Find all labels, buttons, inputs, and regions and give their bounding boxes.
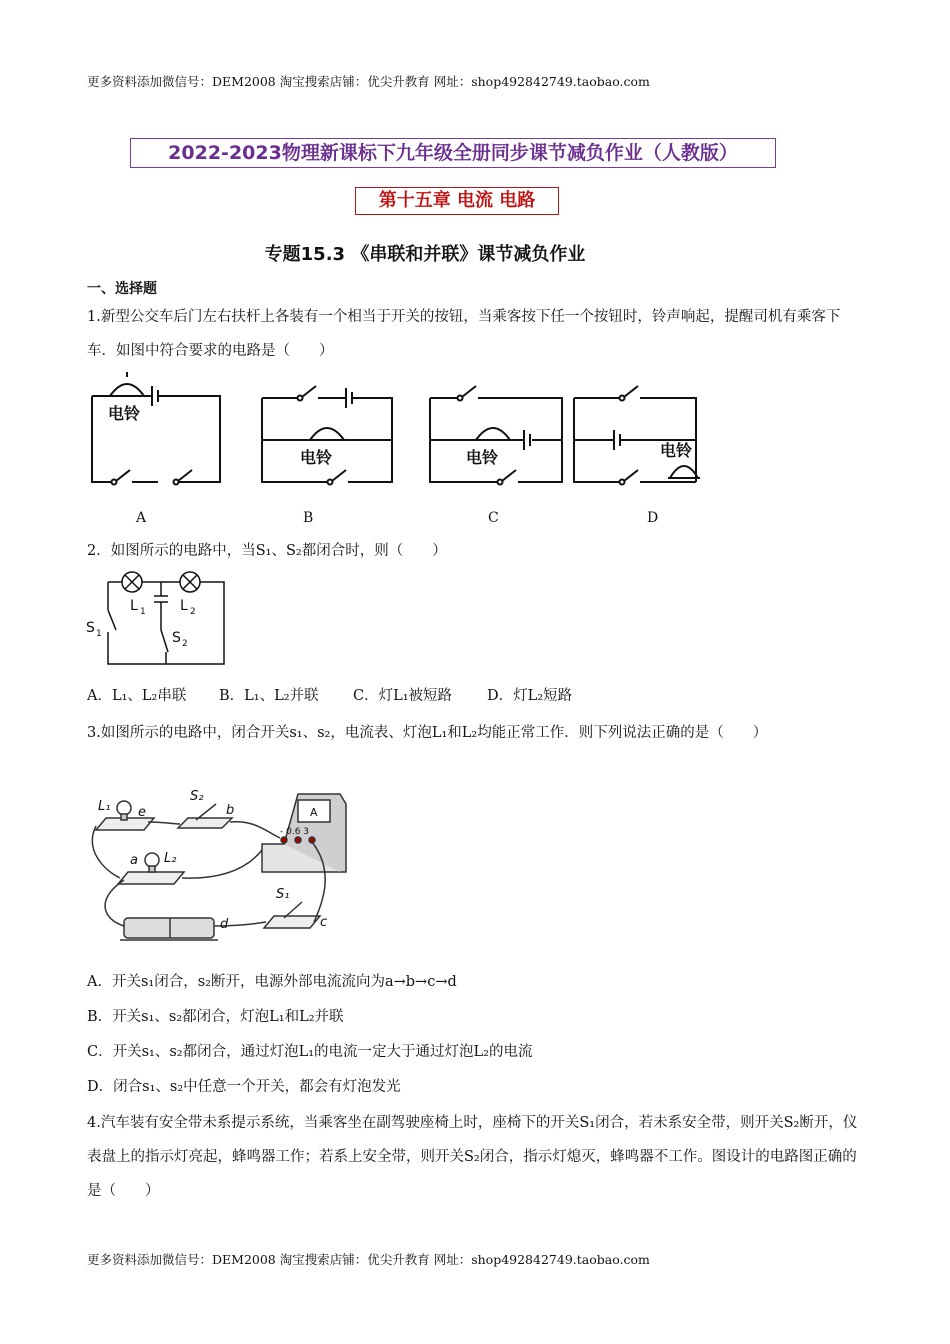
q3-label-d: d [220, 917, 229, 932]
page-footer: 更多资料添加微信号：DEM2008 淘宝搜索店铺：优尖升教育 网址：shop492842749.taobao.com [87, 1252, 650, 1267]
q2-label-l2: L [180, 598, 188, 614]
q2-option-b: B．L₁、L₂并联 [219, 688, 319, 704]
q3-label-l2: L₂ [164, 851, 177, 866]
q2-label-s2: S [172, 630, 181, 646]
q3-option-d: D．闭合s₁、s₂中任意一个开关，都会有灯泡发光 [87, 1079, 401, 1095]
q1-option-c: C [488, 510, 499, 526]
q3-label-e: e [138, 805, 146, 820]
q2-label-l2-sub: 2 [190, 607, 196, 617]
q3-option-c: C．开关s₁、s₂都闭合，通过灯泡L₁的电流一定大于通过灯泡L₂的电流 [87, 1044, 533, 1060]
q2-option-c: C．灯L₁被短路 [353, 688, 453, 704]
q2-label-l1-sub: 1 [140, 607, 146, 617]
question-4-text: 4.汽车装有安全带未系提示系统，当乘客坐在副驾驶座椅上时，座椅下的开关S₁闭合，若未系安全带，则开关S₂断开，仪表盘上的指示灯亮起，蜂鸣器工作；若系上安全带，则开关S₂闭合，指示灯熄灭，蜂鸣器不工作。图设计的电路图正确的是（ ） [87, 1115, 858, 1199]
question-2-text: 2．如图所示的电路中，当S₁、S₂都闭合时，则（ ） [87, 543, 447, 559]
ammeter-label: A [310, 806, 318, 819]
q1-option-b: B [303, 510, 314, 526]
circuit-c [430, 386, 562, 485]
bell-label-c: 电铃 [466, 448, 499, 467]
q3-label-s2: S₂ [190, 789, 204, 804]
question-3-text: 3.如图所示的电路中，闭合开关s₁、s₂，电流表、灯泡L₁和L₂均能正常工作．则下列说法正确的是（ ） [87, 725, 768, 741]
q2-option-a: A．L₁、L₂串联 [87, 688, 187, 704]
question-3-circuit [84, 780, 364, 950]
q1-option-d: D [647, 510, 659, 526]
q3-label-c: c [320, 915, 328, 930]
q1-option-a: A [136, 510, 147, 526]
q2-label-s1-sub: 1 [96, 629, 102, 639]
ammeter-terminals: - 0.6 3 [280, 827, 310, 837]
q3-option-a: A．开关s₁闭合，s₂断开，电源外部电流流向为a→b→c→d [87, 974, 457, 990]
question-1-circuits [80, 370, 720, 500]
bell-label-a: 电铃 [108, 404, 141, 423]
circuit-d [574, 386, 700, 485]
q3-option-b: B．开关s₁、s₂都闭合，灯泡L₁和L₂并联 [87, 1009, 344, 1025]
q3-label-b: b [226, 803, 235, 818]
question-1-text: 1.新型公交车后门左右扶杆上各装有一个相当于开关的按钮，当乘客按下任一个按钮时，铃声响起，提醒司机有乘客下车．如图中符合要求的电路是（ ） [87, 309, 841, 359]
q2-label-l1: L [130, 598, 138, 614]
q2-option-d: D．灯L₂短路 [487, 688, 573, 704]
q3-label-l1: L₁ [98, 799, 111, 814]
question-2-circuit [84, 566, 234, 676]
section-heading: 一、选择题 [87, 281, 157, 297]
page-header: 更多资料添加微信号：DEM2008 淘宝搜索店铺：优尖升教育 网址：shop492842749.taobao.com [87, 74, 650, 89]
q3-label-a: a [130, 853, 138, 868]
bell-label-b: 电铃 [300, 448, 333, 467]
main-title: 2022-2023物理新课标下九年级全册同步课节减负作业（人教版） [130, 138, 776, 168]
q2-label-s1: S [86, 620, 95, 636]
q2-label-s2-sub: 2 [182, 639, 188, 649]
circuit-b [262, 386, 392, 485]
topic-title: 专题15.3 《串联和并联》课节减负作业 [264, 244, 586, 265]
bell-label-d: 电铃 [660, 441, 693, 460]
circuit-a [92, 372, 220, 485]
chapter-title: 第十五章 电流 电路 [355, 187, 559, 215]
q3-label-s1: S₁ [276, 887, 290, 902]
